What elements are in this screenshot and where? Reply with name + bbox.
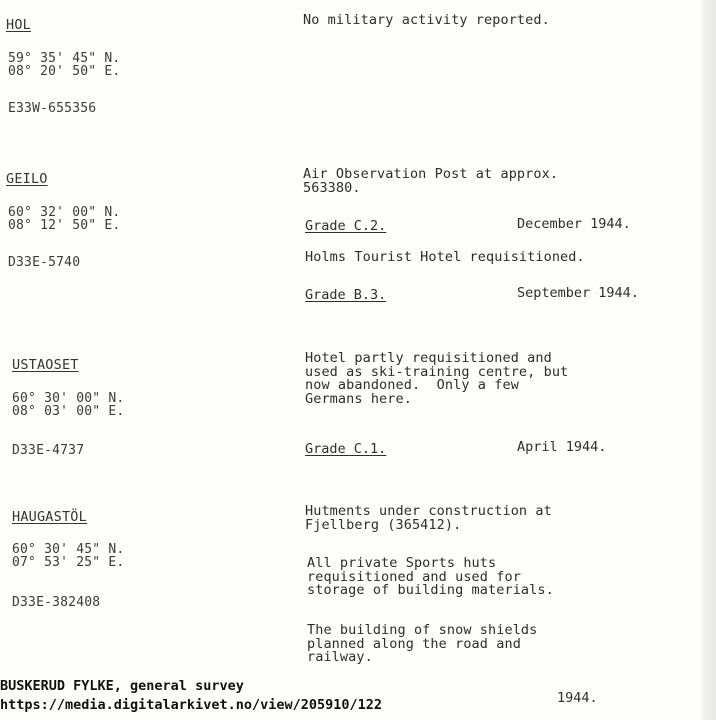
report-date: April 1944. [517, 439, 607, 455]
longitude-geilo: 08° 12' 50" E. [8, 218, 121, 233]
report-text: The building of snow shields planned along the road and railway. [307, 622, 538, 665]
report-grade: Grade B.3. [305, 287, 387, 303]
report-text: No military activity reported. [303, 12, 550, 28]
report-text: Hutments under construction at Fjellberg (365412). [305, 503, 552, 533]
map-ref-ustaoset: D33E-4737 [12, 443, 85, 458]
report-text: Holms Tourist Hotel requisitioned. [305, 249, 585, 265]
latitude-hol: 59° 35' 45" N. [8, 51, 121, 66]
place-name-geilo: GEILO [6, 171, 48, 187]
latitude-ustaoset: 60° 30' 00" N. [12, 391, 125, 406]
place-name-hol: HOL [6, 17, 31, 33]
report-date: 1944. [557, 690, 598, 706]
caption-url: https://media.digitalarkivet.no/view/205910/122 [0, 697, 383, 713]
place-name-ustaoset: USTAOSET [12, 357, 79, 373]
report-grade: Grade C.1. [305, 441, 387, 457]
map-ref-hol: E33W-655356 [8, 101, 97, 116]
report-date: December 1944. [517, 216, 631, 232]
latitude-haugastol: 60° 30' 45" N. [12, 542, 125, 557]
report-date: September 1944. [517, 285, 639, 301]
map-ref-geilo: D33E-5740 [8, 255, 81, 270]
report-grade: Grade C.2. [305, 218, 387, 234]
longitude-ustaoset: 08° 03' 00" E. [12, 404, 125, 419]
report-text: Air Observation Post at approx. 563380. [303, 166, 559, 196]
caption-title: BUSKERUD FYLKE, general survey [0, 678, 244, 694]
longitude-haugastol: 07° 53' 25" E. [12, 555, 125, 570]
report-text: Hotel partly requisitioned and used as ski-training centre, but now abandoned. Only a few Germans here. [305, 350, 569, 407]
longitude-hol: 08° 20' 50" E. [8, 64, 121, 79]
map-ref-haugastol: D33E-382408 [12, 595, 101, 610]
scan-edge [702, 0, 716, 720]
latitude-geilo: 60° 32' 00" N. [8, 205, 121, 220]
place-name-haugastol: HAUGASTÖL [12, 509, 87, 525]
report-text: All private Sports huts requisitioned and used for storage of building materials. [307, 555, 554, 598]
